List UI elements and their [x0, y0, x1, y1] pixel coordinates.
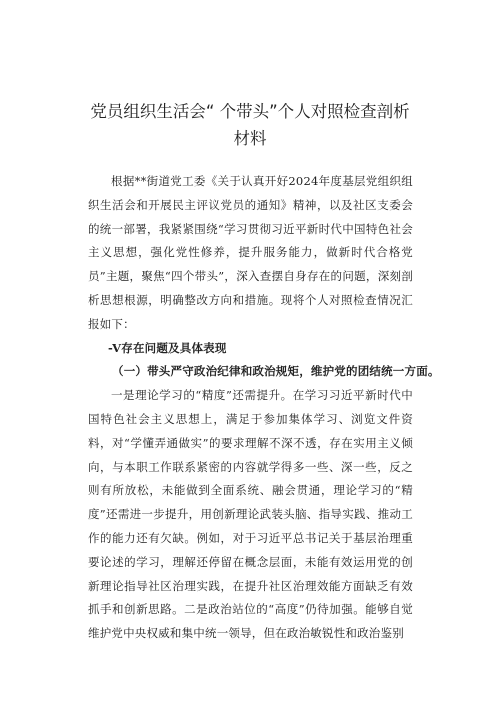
- document-title: 党员组织生活会“ 个带头”个人对照检查剖析: [90, 102, 410, 121]
- document-title-continued: 材料: [233, 129, 267, 148]
- section-heading: -V存在问题及具体表现: [108, 340, 227, 355]
- document-body: [88, 170, 440, 646]
- intro-paragraph: 根据**街道党工委《关于认真开好2024年度基层党组织组织生活会和开展民主评议党员的通知》精神，以及社区支委会的统一部署，我紧紧围绕“学习贯彻习近平新时代中国特色社会主义思想，强化党性修养，提升服务能力，做新时代合格党员”主题，聚焦“四个带头”，深入查摆自身存在的问题，深刻剖析思想根源，明确整改方向和措施。现将个人对照检查情况汇报如下：: [88, 174, 413, 331]
- body-paragraph: 一是理论学习的“精度”还需提升。在学习习近平新时代中国特色社会主义思想上，满足于参加集体学习、浏览文件资料，对“学懂弄通做实”的要求理解不深不透，存在实用主义倾向，与本职工作联系紧密的内容就学得多一些、深一些，反之则有所放松，未能做到全面系统、融会贯通，理论学习的“精度”还需进一步提升，用创新理论武装头脑、指导实践、推动工作的能力还有欠缺。例如，对于习近平总书记关于基层治理重要论述的学习，理解还停留在概念层面，未能有效运用党的创新理论指导社区治理实践，在提升社区治理效能方面缺乏有效抓手和创新思路。二是政治站位的“高度”仍待加强。能够自觉维护党中央权威和集中统一领导，但在政治敏锐性和政治鉴别: [88, 388, 413, 641]
- subsection-heading: （一）带头严守政治纪律和政治规矩，维护党的团结统一方面。: [112, 364, 440, 379]
